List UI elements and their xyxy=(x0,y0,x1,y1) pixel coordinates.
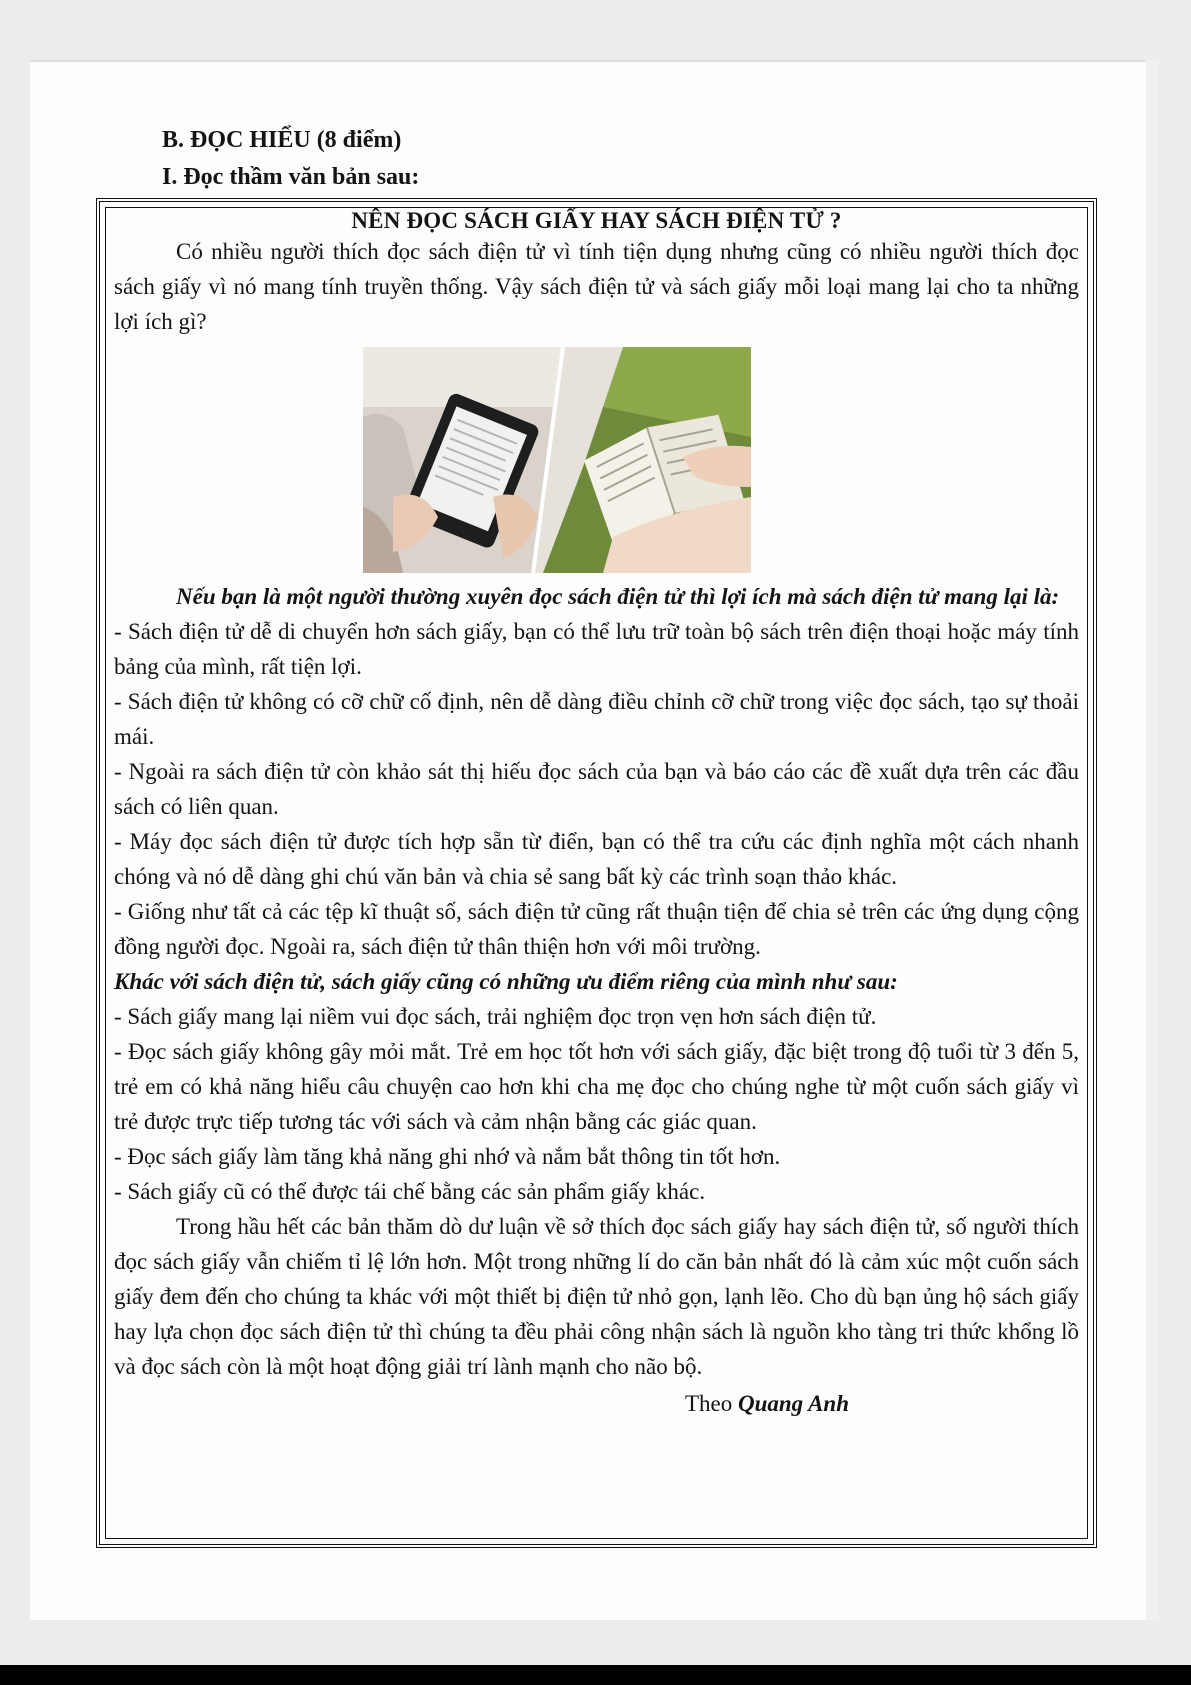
article-body xyxy=(114,202,1079,1421)
ebook-point: - Sách điện tử dễ di chuyển hơn sách giấy, bạn có thể lưu trữ toàn bộ sách trên điện thoại hoặc máy tính bảng của mình, rất tiện lợi. xyxy=(114,619,1079,679)
section-heading: B. ĐỌC HIỂU (8 điểm) xyxy=(162,127,402,153)
source-prefix: Theo xyxy=(684,1391,738,1416)
author-name: Quang Anh xyxy=(737,1391,849,1416)
reading-photo xyxy=(363,347,751,573)
article-title: NÊN ĐỌC SÁCH GIẤY HAY SÁCH ĐIỆN TỬ ? xyxy=(351,208,842,233)
ebook-point: - Máy đọc sách điện tử được tích hợp sẵn từ điển, bạn có thể tra cứu các định nghĩa một cách nhanh chóng và nó dễ dàng ghi chú văn bản và chia sẻ sang bất kỳ các trình soạn thảo khác. xyxy=(114,829,1079,889)
paperbook-point: - Đọc sách giấy làm tăng khả năng ghi nhớ và nắm bắt thông tin tốt hơn. xyxy=(114,1144,781,1169)
paperbook-point: - Đọc sách giấy không gây mỏi mắt. Trẻ em học tốt hơn với sách giấy, đặc biệt trong độ tuổi từ 3 đến 5, trẻ em có khả năng hiểu câu chuyện cao hơn khi cha mẹ đọc cho chúng nghe từ một cuốn sách giấy vì trẻ được trực tiếp tương tác với sách và cảm nhận bằng các giác quan. xyxy=(114,1039,1079,1134)
reading-instruction: I. Đọc thầm văn bản sau: xyxy=(162,164,420,190)
ebook-benefits-heading: Nếu bạn là một người thường xuyên đọc sách điện tử thì lợi ích mà sách điện tử mang lại là: xyxy=(176,584,1060,609)
conclusion-paragraph: Trong hầu hết các bản thăm dò dư luận về sở thích đọc sách giấy hay sách điện tử, số người thích đọc sách giấy vẫn chiếm tỉ lệ lớn hơn. Một trong những lí do căn bản nhất đó là cảm xúc một cuốn sách giấy đem đến cho chúng ta khác với một thiết bị điện tử nhỏ gọn, lạnh lẽo. Cho dù bạn ủng hộ sách giấy hay lựa chọn đọc sách điện tử thì chúng ta đều phải công nhận sách là nguồn kho tàng tri thức khổng lồ và đọc sách còn là một hoạt động giải trí lành mạnh cho não bộ. xyxy=(114,1214,1079,1379)
bottom-bar xyxy=(0,1665,1191,1685)
article-frame xyxy=(96,198,1097,1548)
ebook-point: - Giống như tất cả các tệp kĩ thuật số, sách điện tử cũng rất thuận tiện để chia sẻ trên các ứng dụng cộng đồng người đọc. Ngoài ra, sách điện tử thân thiện hơn với môi trường. xyxy=(114,899,1079,959)
paperbook-benefits-heading: Khác với sách điện tử, sách giấy cũng có những ưu điểm riêng của mình như sau: xyxy=(114,969,898,994)
ebook-point: - Sách điện tử không có cỡ chữ cố định, nên dễ dàng điều chỉnh cỡ chữ trong việc đọc sách, tạo sự thoải mái. xyxy=(114,689,1079,749)
paperbook-point: - Sách giấy cũ có thể được tái chế bằng các sản phẩm giấy khác. xyxy=(114,1179,706,1204)
paperbook-point: - Sách giấy mang lại niềm vui đọc sách, trải nghiệm đọc trọn vẹn hơn sách điện tử. xyxy=(114,1004,877,1029)
intro-paragraph: Có nhiều người thích đọc sách điện tử vì tính tiện dụng nhưng cũng có nhiều người thích đọc sách giấy vì nó mang tính truyền thống. Vậy sách điện tử và sách giấy mỗi loại mang lại cho ta những lợi ích gì? xyxy=(114,239,1079,334)
ebook-and-paperbook-illustration xyxy=(363,347,751,573)
ebook-point: - Ngoài ra sách điện tử còn khảo sát thị hiếu đọc sách của bạn và báo cáo các đề xuất dựa trên các đầu sách có liên quan. xyxy=(114,759,1079,819)
page-edge xyxy=(1146,60,1158,1620)
source-attribution xyxy=(114,1386,1079,1421)
top-divider xyxy=(30,60,1158,62)
